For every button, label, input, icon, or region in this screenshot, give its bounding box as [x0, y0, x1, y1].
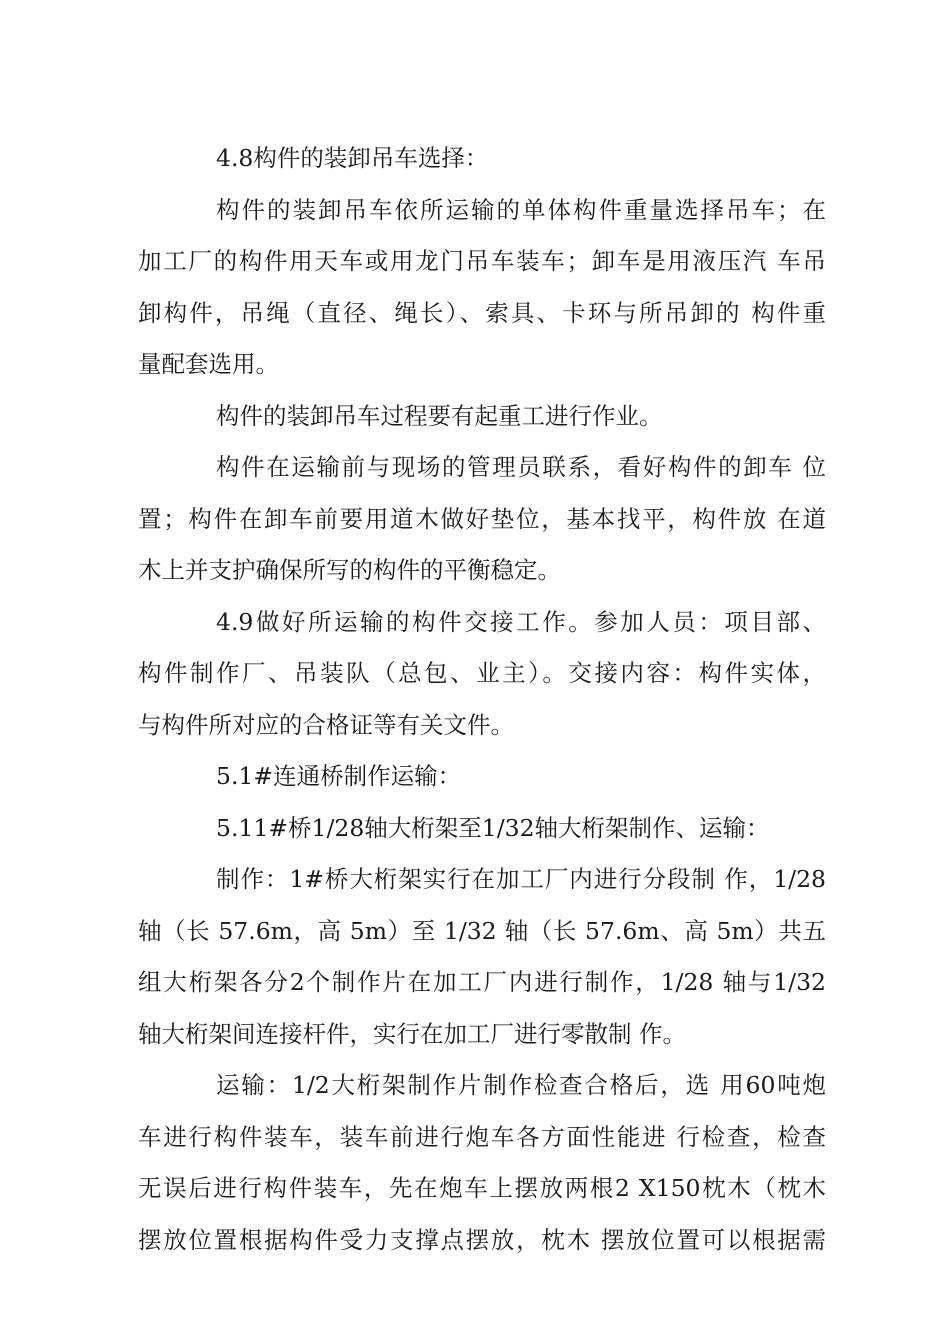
text-line: 量配套选用。: [138, 350, 279, 378]
paragraph-crane-selection: [138, 185, 826, 391]
text-line: 构件的装卸吊车依所运输的单体构件重量选择吊车；在: [216, 195, 826, 224]
paragraph-4-9-handover: [138, 597, 826, 752]
text-line: 轴大桁架间连接杆件，实行在加工厂进行零散制 作。: [138, 1019, 686, 1048]
text-line: 置；构件在卸车前要用道木做好垫位，基本找平，构件放 在道: [138, 504, 826, 533]
text-line: 摆放位置根据构件受力支撑点摆放，枕木 摆放位置可以根据需: [138, 1225, 826, 1254]
paragraph-5-1-heading: [138, 751, 826, 803]
text-line: 制作：1#桥大桁架实行在加工厂内进行分段制 作，1/28: [216, 865, 826, 893]
text-line: 与构件所对应的合格证等有关文件。: [138, 710, 514, 739]
text-line: 车进行构件装车，装车前进行炮车各方面性能进 行检查，检查: [138, 1122, 826, 1151]
text-line: 卸构件，吊绳（直径、绳长）、索具、卡环与所吊卸的 构件重: [138, 298, 826, 327]
text-line: 构件在运输前与现场的管理员联系，看好构件的卸车 位: [216, 453, 826, 481]
text-line: 4.9做好所运输的构件交接工作。参加人员：项目部、: [216, 607, 826, 636]
text-line: 加工厂的构件用天车或用龙门吊车装车；卸车是用液压汽 车吊: [138, 247, 826, 275]
document-body: [138, 133, 826, 1266]
paragraph-4-8-heading: [138, 133, 826, 185]
text-line: 运输：1/2大桁架制作片制作检查合格后，选 用60吨炮: [216, 1071, 826, 1099]
paragraph-transport: [138, 1060, 826, 1266]
text-line: 构件制作厂、吊装队（总包、业主）。交接内容：构件实体，: [138, 659, 826, 687]
paragraph-rigger-operation: [138, 391, 826, 443]
text-line: 4.8构件的装卸吊车选择：: [216, 144, 489, 172]
paragraph-5-11-heading: [138, 803, 826, 855]
text-line: 无误后进行构件装车，先在炮车上摆放两根2 X150枕木（枕木: [138, 1174, 826, 1202]
text-line: 轴（长 57.6m，高 5m）至 1/32 轴（长 57.6m、高 5m）共五: [138, 916, 826, 945]
text-line: 5.11#桥1/28轴大桁架至1/32轴大桁架制作、运输：: [216, 813, 770, 842]
paragraph-unloading-position: [138, 442, 826, 597]
text-line: 组大桁架各分2个制作片在加工厂内进行制作，1/28 轴与1/32: [138, 968, 826, 996]
text-line: 木上并支护确保所写的构件的平衡稳定。: [138, 556, 561, 584]
text-line: 5.1#连通桥制作运输：: [216, 762, 462, 790]
text-line: 构件的装卸吊车过程要有起重工进行作业。: [216, 401, 663, 430]
paragraph-fabrication: [138, 854, 826, 1060]
